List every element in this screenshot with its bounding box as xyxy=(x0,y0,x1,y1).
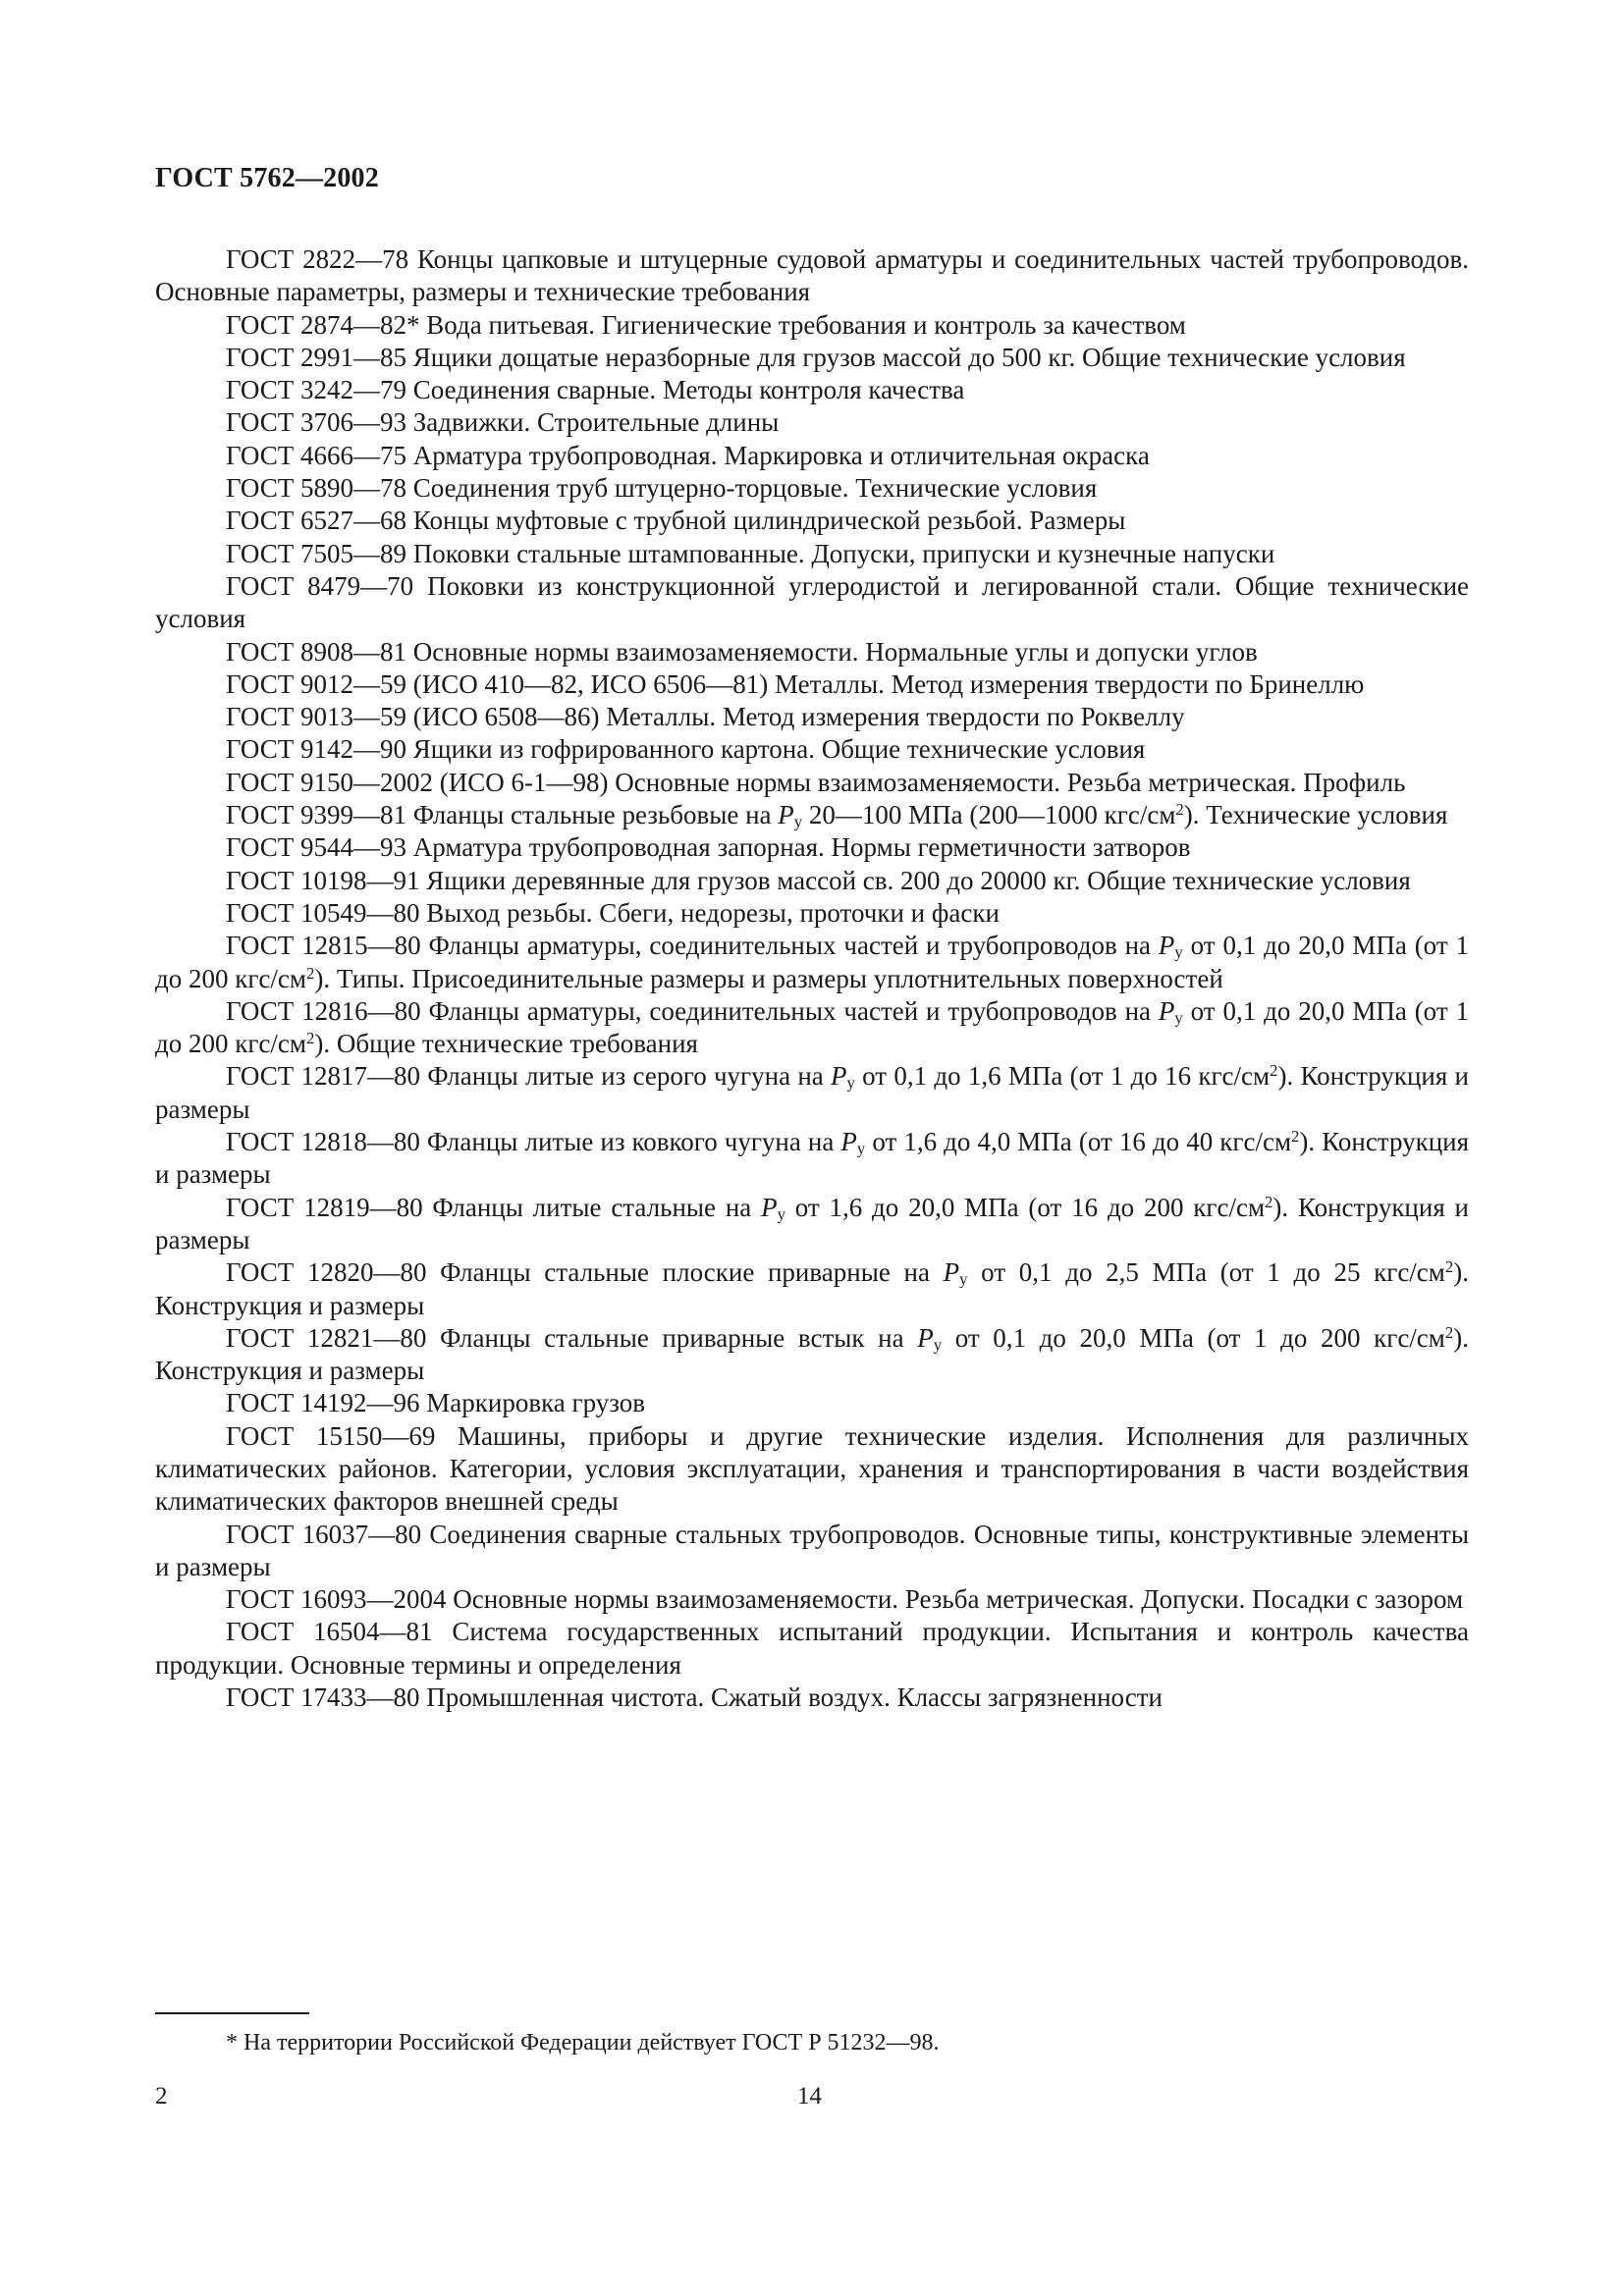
reference-code: ГОСТ 16504—81 xyxy=(226,1617,433,1647)
reference-title: Фланцы литые из серого чугуна на $P_у$ от 0,1 до 1,6 МПа (от 1 до 16 кгс/$см^2$). Конструкция и размеры xyxy=(155,1061,1470,1124)
reference-item xyxy=(155,897,1469,930)
reference-code: ГОСТ 9012—59 xyxy=(226,668,407,699)
reference-code: ГОСТ 8908—81 xyxy=(226,636,407,667)
reference-code: ГОСТ 7505—89 xyxy=(226,538,407,568)
reference-title: Соединения сварные стальных трубопроводов. Основные типы, конструктивные элементы и размеры xyxy=(155,1519,1469,1581)
reference-item xyxy=(155,930,1469,995)
reference-title: Фланцы арматуры, соединительных частей и трубопроводов на $P_у$ от 0,1 до 20,0 МПа (от 1 до 200 кгс/$см^2$). Общие технические требования xyxy=(155,995,1469,1059)
reference-item xyxy=(155,995,1469,1061)
reference-item xyxy=(155,733,1469,766)
reference-title: Арматура трубопроводная запорная. Нормы герметичности затворов xyxy=(412,832,1191,863)
reference-code: ГОСТ 9142—90 xyxy=(226,734,407,765)
reference-item xyxy=(155,538,1469,570)
reference-title: Фланцы стальные плоские приварные на $P_у$ от 0,1 до 2,5 МПа (от 1 до 25 кгс/$см^2$). Конструкция и размеры xyxy=(155,1257,1469,1320)
reference-item xyxy=(155,342,1469,374)
reference-title: Система государственных испытаний продукции. Испытания и контроль качества продукции. Основные термины и определения xyxy=(155,1617,1469,1680)
reference-code: ГОСТ 5890—78 xyxy=(226,473,407,504)
reference-code: ГОСТ 3242—79 xyxy=(226,375,407,405)
footnote-divider xyxy=(155,2012,309,2014)
reference-code: ГОСТ 2991—85 xyxy=(226,342,407,372)
reference-title: Соединения труб штуцерно-торцовые. Технические условия xyxy=(412,473,1098,504)
reference-code: ГОСТ 9399—81 xyxy=(226,800,407,830)
reference-item xyxy=(155,701,1469,733)
reference-item xyxy=(155,1060,1469,1126)
reference-code: ГОСТ 12820—80 xyxy=(226,1257,427,1288)
reference-item xyxy=(155,1616,1469,1682)
reference-title: Основные нормы взаимозаменяемости. Резьба метрическая. Допуски. Посадки с зазором xyxy=(453,1584,1464,1615)
reference-title: Выход резьбы. Сбеги, недорезы, проточки и фаски xyxy=(426,897,1000,928)
reference-code: ГОСТ 9150—2002 xyxy=(226,767,434,797)
reference-title: Промышленная чистота. Сжатый воздух. Классы загрязненности xyxy=(426,1682,1163,1713)
reference-title: Арматура трубопроводная. Маркировка и отличительная окраска xyxy=(412,440,1150,470)
reference-item xyxy=(155,636,1469,668)
reference-code: ГОСТ 12817—80 xyxy=(226,1061,421,1092)
reference-item xyxy=(155,374,1469,406)
reference-item xyxy=(155,472,1469,505)
reference-item xyxy=(155,799,1469,831)
reference-item xyxy=(155,440,1469,472)
sheet-number: 14 xyxy=(797,2083,822,2109)
reference-item xyxy=(155,668,1469,701)
reference-code: ГОСТ 12815—80 xyxy=(226,931,421,961)
reference-item xyxy=(155,865,1469,897)
reference-code: ГОСТ 10198—91 xyxy=(226,865,420,895)
reference-code: ГОСТ 12816—80 xyxy=(226,995,421,1026)
reference-title: (ИСО 6-1—98) Основные нормы взаимозаменяемости. Резьба метрическая. Профиль xyxy=(439,767,1406,797)
reference-code: ГОСТ 14192—96 xyxy=(226,1388,420,1418)
reference-title: (ИСО 6508—86) Металлы. Метод измерения твердости по Роквеллу xyxy=(412,702,1185,732)
reference-title: Концы цапковые и штуцерные судовой арматуры и соединительных частей трубопроводов. Основные параметры, размеры и технические требования xyxy=(155,244,1469,307)
reference-code: ГОСТ 3706—93 xyxy=(226,407,407,438)
reference-item xyxy=(155,406,1469,439)
reference-code: ГОСТ 6527—68 xyxy=(226,506,407,536)
reference-code: ГОСТ 12818—80 xyxy=(226,1127,420,1157)
reference-title: Задвижки. Строительные длины xyxy=(412,407,780,438)
reference-item xyxy=(155,1322,1469,1388)
reference-title: Вода питьевая. Гигиенические требования и контроль за качеством xyxy=(426,309,1186,340)
reference-title: Фланцы стальные резьбовые на $P_у$ 20—100 МПа (200—1000 кгс/$см^2$). Технические условия xyxy=(412,799,1448,831)
normative-references-list xyxy=(155,243,1469,1714)
reference-title: Поковки стальные штампованные. Допуски, припуски и кузнечные напуски xyxy=(412,538,1275,568)
reference-title: (ИСО 410—82, ИСО 6506—81) Металлы. Метод измерения твердости по Бринеллю xyxy=(412,668,1365,699)
reference-title: Фланцы стальные приварные встык на $P_у$ от 0,1 до 20,0 МПа (от 1 до 200 кгс/$см^2$). Конструкция и размеры xyxy=(155,1322,1470,1386)
reference-item xyxy=(155,767,1469,799)
reference-item xyxy=(155,831,1469,864)
reference-code: ГОСТ 16037—80 xyxy=(226,1519,422,1549)
reference-title: Соединения сварные. Методы контроля качества xyxy=(412,375,965,405)
reference-title: Фланцы литые стальные на $P_у$ от 1,6 до 20,0 МПа (от 16 до 200 кгс/$см^2$). Конструкция и размеры xyxy=(155,1192,1470,1255)
reference-code: ГОСТ 4666—75 xyxy=(226,440,407,470)
reference-title: Ящики из гофрированного картона. Общие технические условия xyxy=(412,734,1146,765)
page-number: 2 xyxy=(155,2083,168,2109)
reference-title: Фланцы литые из ковкого чугуна на $P_у$ от 1,6 до 4,0 МПа (от 16 до 40 кгс/$см^2$). Конструкция и размеры xyxy=(155,1126,1470,1190)
reference-code: ГОСТ 10549—80 xyxy=(226,897,420,928)
reference-item xyxy=(155,570,1469,636)
reference-item xyxy=(155,1420,1469,1519)
reference-title: Фланцы арматуры, соединительных частей и трубопроводов на $P_у$ от 0,1 до 20,0 МПа (от 1 до 200 кгс/$см^2$). Типы. Присоединительные размеры и размеры уплотнительных поверхностей xyxy=(155,931,1469,993)
reference-code: ГОСТ 9544—93 xyxy=(226,832,407,863)
footnote: * На территории Российской Федерации действует ГОСТ Р 51232—98. xyxy=(226,2030,940,2056)
document-header: ГОСТ 5762—2002 xyxy=(155,163,379,193)
reference-code: ГОСТ 15150—69 xyxy=(226,1420,436,1451)
reference-code: ГОСТ 16093—2004 xyxy=(226,1584,447,1615)
reference-title: Ящики дощатые неразборные для грузов массой до 500 кг. Общие технические условия xyxy=(412,342,1406,372)
reference-title: Основные нормы взаимозаменяемости. Нормальные углы и допуски углов xyxy=(412,636,1258,667)
reference-title: Поковки из конструкционной углеродистой и легированной стали. Общие технические условия xyxy=(155,570,1469,634)
reference-code: ГОСТ 12819—80 xyxy=(226,1192,423,1222)
reference-item xyxy=(155,243,1469,309)
reference-item xyxy=(155,1682,1469,1714)
reference-code: ГОСТ 2822—78 xyxy=(226,244,409,274)
reference-item xyxy=(155,505,1469,537)
reference-item xyxy=(155,1583,1469,1616)
reference-title: Маркировка грузов xyxy=(426,1388,646,1418)
reference-code: ГОСТ 8479—70 xyxy=(226,570,414,601)
reference-code: ГОСТ 17433—80 xyxy=(226,1682,420,1713)
reference-item xyxy=(155,309,1469,342)
reference-item xyxy=(155,1256,1469,1322)
reference-item xyxy=(155,1387,1469,1419)
reference-code: ГОСТ 12821—80 xyxy=(226,1322,427,1353)
reference-title: Ящики деревянные для грузов массой св. 200 до 20000 кг. Общие технические условия xyxy=(426,865,1411,895)
reference-item xyxy=(155,1126,1469,1192)
reference-code: ГОСТ 9013—59 xyxy=(226,702,407,732)
reference-item xyxy=(155,1519,1469,1584)
reference-item xyxy=(155,1192,1469,1257)
reference-title: Машины, приборы и другие технические изделия. Исполнения для различных климатических районов. Категории, условия эксплуатации, хранения и транспортирования в части воздействия климатических факторов внешней среды xyxy=(155,1420,1469,1517)
reference-title: Концы муфтовые с трубной цилиндрической резьбой. Размеры xyxy=(412,506,1126,536)
reference-code: ГОСТ 2874—82* xyxy=(226,309,420,340)
